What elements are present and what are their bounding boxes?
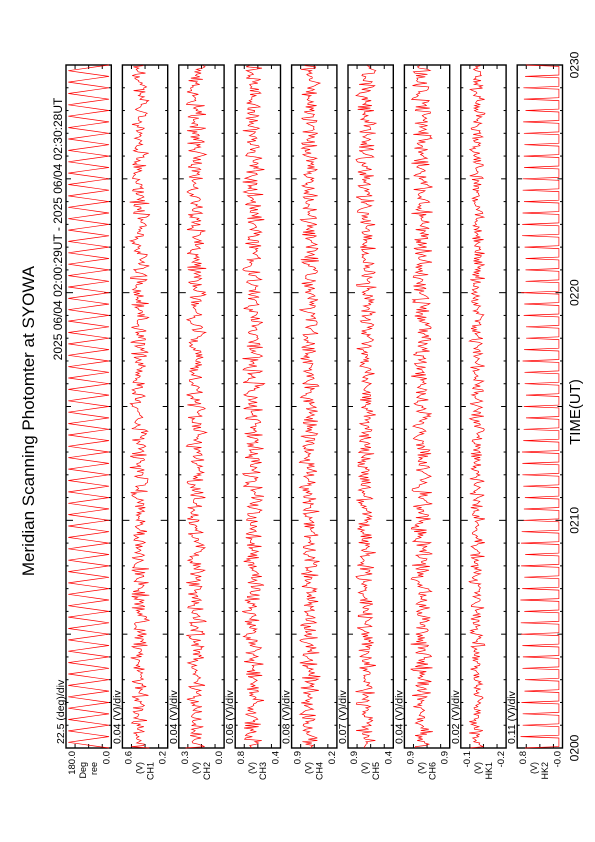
y-tick-label: 0.2 — [157, 751, 169, 765]
y-axis-label: HK2 — [540, 762, 551, 780]
y-tick-label: 0.8 — [236, 751, 248, 765]
panel-6 — [337, 65, 394, 780]
x-tick-label: 0210 — [567, 506, 582, 534]
x-tick-label: 0200 — [567, 734, 582, 762]
panel-scale-label: 0.07 (V)/div — [337, 690, 349, 744]
y-axis-label: CH4 — [314, 762, 325, 781]
y-axis-label: (V) — [303, 762, 314, 774]
y-tick-label: 0.0 — [101, 751, 113, 765]
y-tick-label: 0.8 — [518, 751, 530, 765]
y-tick-label: 0.9 — [439, 751, 451, 765]
panel-5 — [281, 65, 338, 780]
panel-frame — [179, 65, 224, 748]
y-axis-label: (V) — [529, 762, 540, 774]
y-axis-label: CH2 — [201, 762, 212, 781]
panels-group — [55, 65, 564, 780]
panel-scale-label: 22.5 (deg)/div — [55, 679, 67, 744]
y-axis-label: (V) — [416, 762, 427, 774]
series-line — [130, 66, 150, 748]
y-tick-label: -0.1 — [461, 751, 473, 768]
y-tick-label: 0.9 — [405, 751, 417, 765]
panel-scale-label: 0.04 (V)/div — [111, 690, 124, 744]
chart-title: Meridian Scanning Photomter at SYOWA — [19, 265, 38, 577]
y-tick-label: 0.6 — [123, 751, 135, 765]
panel-scale-label: 0.04 (V)/div — [393, 690, 406, 744]
x-tick-label: 0230 — [567, 51, 582, 79]
series-line — [356, 66, 377, 748]
y-axis-label: (V) — [247, 762, 258, 774]
y-tick-label: 0.2 — [326, 751, 338, 765]
panel-frame — [66, 65, 111, 748]
x-axis-label: TIME(UT) — [567, 379, 584, 445]
y-tick-label: 0.3 — [179, 751, 191, 765]
x-tick-label: 0220 — [567, 279, 582, 307]
panel-8 — [450, 65, 507, 780]
y-axis-label: (V) — [190, 762, 201, 774]
panel-7 — [393, 65, 450, 780]
y-axis-label: (V) — [472, 762, 483, 774]
y-axis-label: CH5 — [371, 762, 381, 781]
y-axis-label: HK1 — [483, 762, 494, 780]
panel-scale-label: 0.06 (V)/div — [224, 690, 237, 744]
panel-3 — [168, 65, 225, 780]
y-axis-label: Deg — [78, 762, 88, 779]
y-axis-label: ree — [89, 762, 99, 776]
y-tick-label: -0.2 — [496, 751, 508, 768]
series-line — [411, 66, 433, 748]
series-line — [186, 66, 207, 748]
y-axis-label: CH6 — [427, 762, 438, 781]
series-line — [469, 66, 485, 748]
panel-9 — [506, 65, 563, 780]
y-axis-label: CH3 — [258, 762, 269, 781]
y-tick-label: 0.9 — [349, 751, 360, 765]
y-tick-label: -0.0 — [552, 751, 564, 768]
series-line — [68, 65, 109, 748]
y-axis-label: (V) — [360, 762, 370, 774]
y-axis-label: (V) — [134, 762, 145, 774]
panel-4 — [224, 65, 281, 780]
y-tick-label: 180.0 — [67, 751, 78, 775]
panel-2 — [111, 65, 168, 780]
panel-scale-label: 0.08 (V)/div — [280, 690, 293, 744]
panel-scale-label: 0.02 (V)/div — [449, 690, 462, 744]
chart-subtitle: 2025 06/04 02:00:29UT - 2025 06/04 02:30:28UT — [51, 97, 65, 361]
y-tick-label: 0.0 — [214, 751, 226, 765]
y-axis-label: CH1 — [145, 762, 156, 781]
rotated-plot-group — [19, 51, 584, 780]
y-tick-label: 0.4 — [383, 751, 395, 765]
series-line — [242, 66, 264, 748]
series-line — [299, 66, 320, 748]
series-line — [520, 65, 559, 748]
y-tick-label: 0.9 — [292, 751, 304, 765]
panel-scale-label: 0.04 (V)/div — [167, 690, 180, 744]
y-tick-label: 0.4 — [270, 751, 282, 765]
panel-scale-label: 0.11 (V)/div — [506, 691, 519, 744]
